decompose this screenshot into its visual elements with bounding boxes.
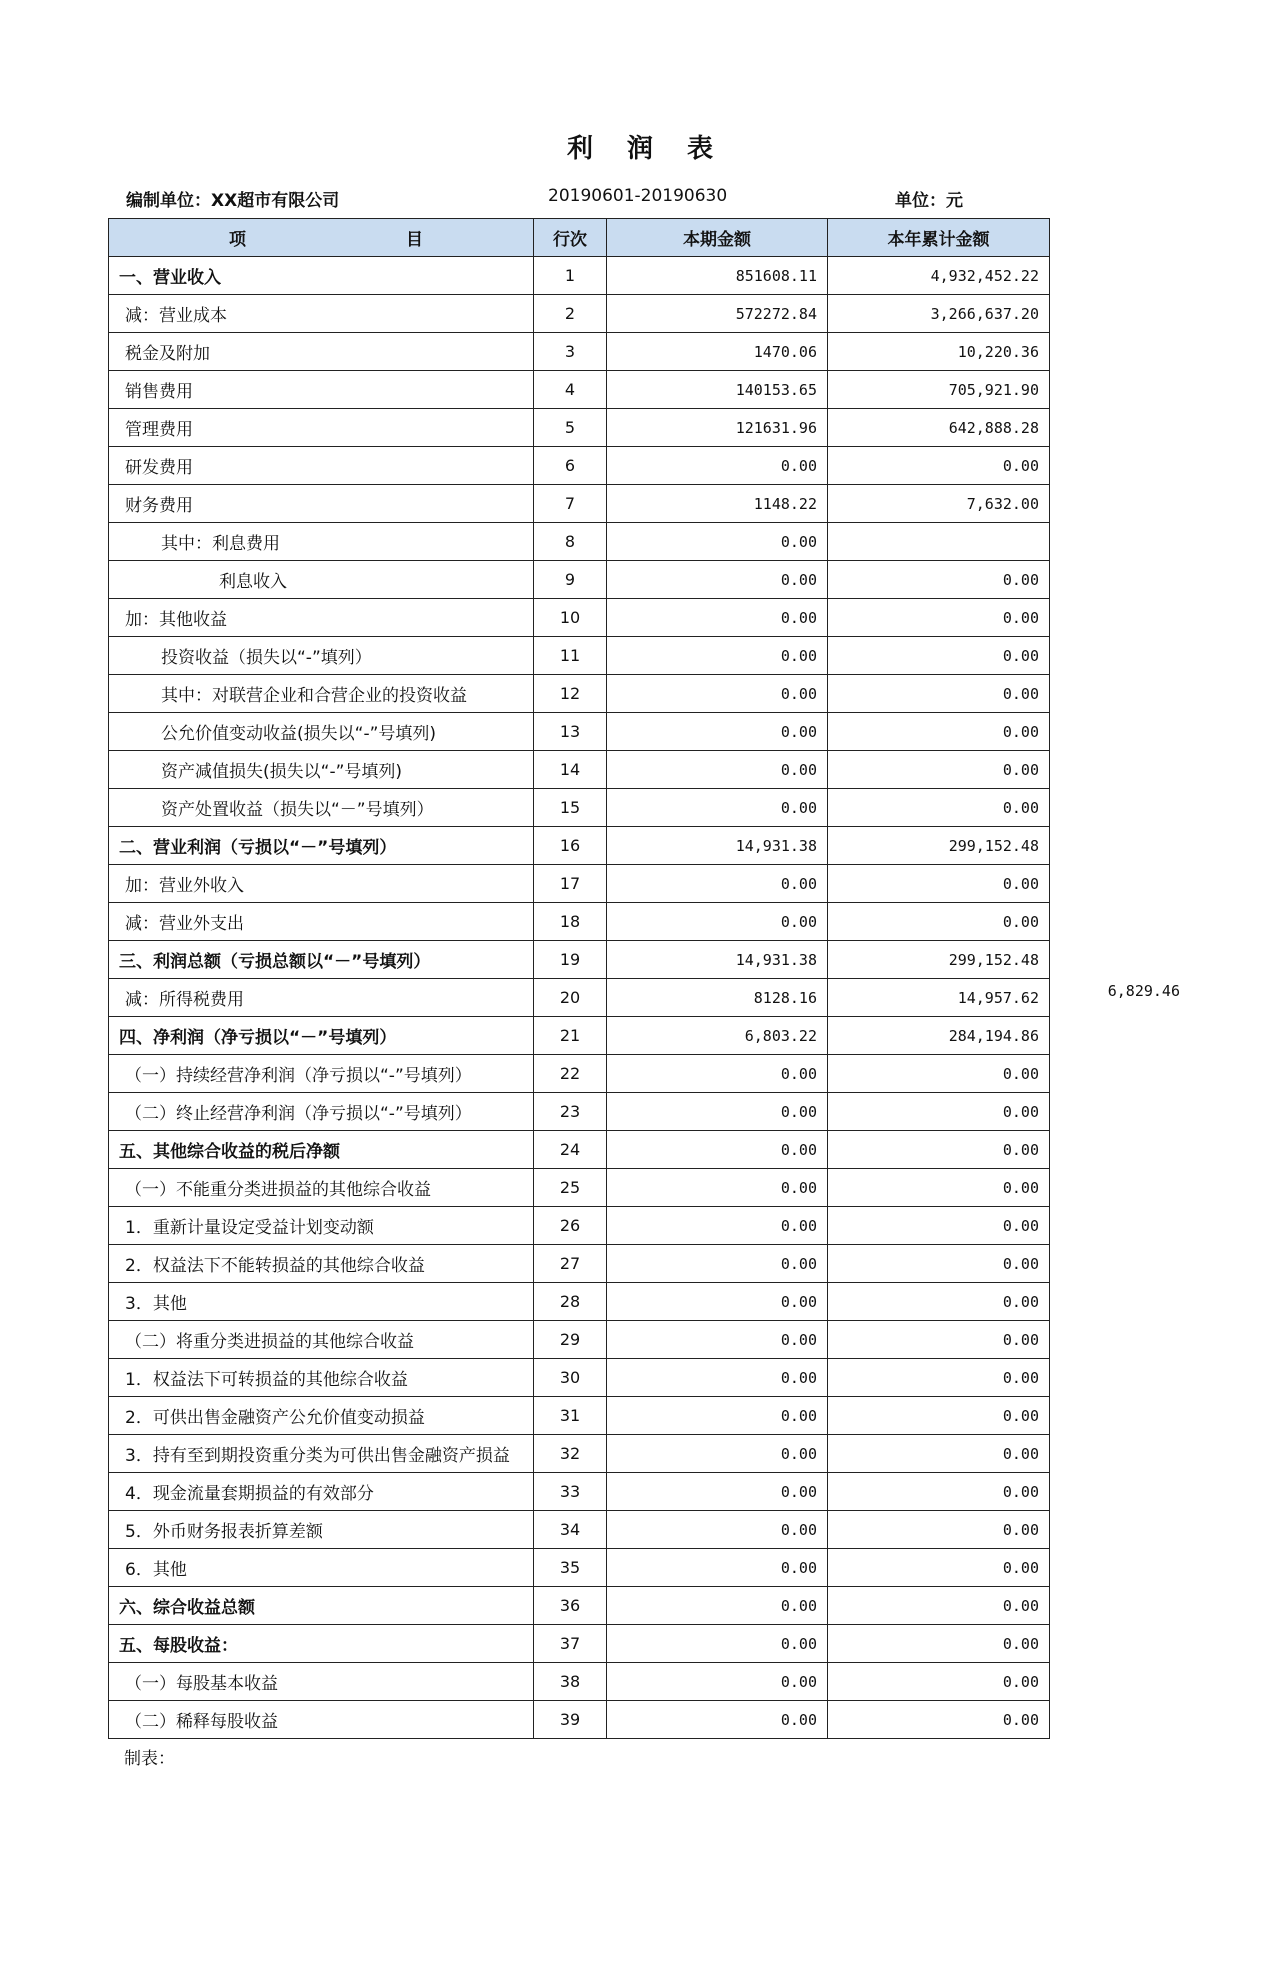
compiler-label: 编制单位：XX超市有限公司 <box>126 191 340 211</box>
row-item-label: 投资收益（损失以“-”填列） <box>109 637 534 675</box>
table-row <box>109 1359 1050 1397</box>
row-line-number: 17 <box>534 865 607 903</box>
row-line-number: 32 <box>534 1435 607 1473</box>
row-ytd-amount <box>828 523 1050 561</box>
row-ytd-amount: 0.00 <box>828 713 1050 751</box>
table-row <box>109 257 1050 295</box>
table-row <box>109 1587 1050 1625</box>
row-item-label: 利息收入 <box>109 561 534 599</box>
table-row <box>109 1207 1050 1245</box>
row-line-number: 25 <box>534 1169 607 1207</box>
row-line-number: 11 <box>534 637 607 675</box>
row-item-label: 二、营业利润（亏损以“－”号填列） <box>109 827 534 865</box>
row-item-label: 其中：对联营企业和合营企业的投资收益 <box>109 675 534 713</box>
row-line-number: 36 <box>534 1587 607 1625</box>
row-line-number: 15 <box>534 789 607 827</box>
row-line-number: 5 <box>534 409 607 447</box>
row-current-amount: 0.00 <box>607 1131 828 1169</box>
row-current-amount: 0.00 <box>607 561 828 599</box>
row-ytd-amount: 0.00 <box>828 1701 1050 1739</box>
table-row <box>109 561 1050 599</box>
row-current-amount: 121631.96 <box>607 409 828 447</box>
table-row <box>109 447 1050 485</box>
row-item-label: 销售费用 <box>109 371 534 409</box>
row-current-amount: 0.00 <box>607 1321 828 1359</box>
row-ytd-amount: 0.00 <box>828 1511 1050 1549</box>
table-header-row <box>109 219 1050 257</box>
table-row <box>109 1283 1050 1321</box>
row-current-amount: 0.00 <box>607 1511 828 1549</box>
period-label: 20190601-20190630 <box>548 186 728 206</box>
row-ytd-amount: 0.00 <box>828 637 1050 675</box>
row-item-label: 税金及附加 <box>109 333 534 371</box>
row-current-amount: 0.00 <box>607 1283 828 1321</box>
row-ytd-amount: 14,957.62 <box>828 979 1050 1017</box>
row-current-amount: 8128.16 <box>607 979 828 1017</box>
table-row <box>109 1055 1050 1093</box>
table-row <box>109 1093 1050 1131</box>
row-line-number: 10 <box>534 599 607 637</box>
row-current-amount: 572272.84 <box>607 295 828 333</box>
row-item-label: （二）终止经营净利润（净亏损以“-”号填列） <box>109 1093 534 1131</box>
row-current-amount: 0.00 <box>607 789 828 827</box>
header-item-right: 目 <box>406 230 423 250</box>
row-ytd-amount: 0.00 <box>828 1207 1050 1245</box>
row-line-number: 31 <box>534 1397 607 1435</box>
row-line-number: 12 <box>534 675 607 713</box>
table-row <box>109 485 1050 523</box>
row-item-label: 六、综合收益总额 <box>109 1587 534 1625</box>
row-ytd-amount: 642,888.28 <box>828 409 1050 447</box>
row-current-amount: 14,931.38 <box>607 941 828 979</box>
row-current-amount: 0.00 <box>607 713 828 751</box>
table-row <box>109 599 1050 637</box>
row-item-label: 一、营业收入 <box>109 257 534 295</box>
row-current-amount: 0.00 <box>607 447 828 485</box>
row-line-number: 24 <box>534 1131 607 1169</box>
row-ytd-amount: 0.00 <box>828 1359 1050 1397</box>
row-current-amount: 0.00 <box>607 1169 828 1207</box>
row-item-label: （二）稀释每股收益 <box>109 1701 534 1739</box>
table-row <box>109 941 1050 979</box>
row-line-number: 33 <box>534 1473 607 1511</box>
row-item-label: 3．其他 <box>109 1283 534 1321</box>
row-line-number: 27 <box>534 1245 607 1283</box>
row-current-amount: 0.00 <box>607 1701 828 1739</box>
table-row <box>109 1397 1050 1435</box>
row-20-outside-value: 6,829.46 <box>1107 982 1180 1000</box>
header-item <box>109 219 534 257</box>
table-row <box>109 295 1050 333</box>
row-current-amount: 0.00 <box>607 523 828 561</box>
row-item-label: 研发费用 <box>109 447 534 485</box>
row-ytd-amount: 0.00 <box>828 1283 1050 1321</box>
row-current-amount: 0.00 <box>607 1587 828 1625</box>
row-ytd-amount: 0.00 <box>828 1093 1050 1131</box>
row-line-number: 16 <box>534 827 607 865</box>
row-ytd-amount: 0.00 <box>828 903 1050 941</box>
table-row <box>109 1701 1050 1739</box>
unit-label: 单位：元 <box>895 191 963 211</box>
table-row <box>109 713 1050 751</box>
row-ytd-amount: 284,194.86 <box>828 1017 1050 1055</box>
row-current-amount: 0.00 <box>607 1245 828 1283</box>
row-line-number: 9 <box>534 561 607 599</box>
row-item-label: 2．权益法下不能转损益的其他综合收益 <box>109 1245 534 1283</box>
table-row <box>109 1017 1050 1055</box>
row-current-amount: 1470.06 <box>607 333 828 371</box>
row-item-label: 资产处置收益（损失以“－”号填列） <box>109 789 534 827</box>
table-row <box>109 333 1050 371</box>
row-ytd-amount: 705,921.90 <box>828 371 1050 409</box>
row-ytd-amount: 0.00 <box>828 1169 1050 1207</box>
table-row <box>109 865 1050 903</box>
row-line-number: 35 <box>534 1549 607 1587</box>
row-current-amount: 0.00 <box>607 903 828 941</box>
table-row <box>109 409 1050 447</box>
row-item-label: 5．外币财务报表折算差额 <box>109 1511 534 1549</box>
row-current-amount: 851608.11 <box>607 257 828 295</box>
row-ytd-amount: 0.00 <box>828 1473 1050 1511</box>
row-item-label: 加：营业外收入 <box>109 865 534 903</box>
row-line-number: 37 <box>534 1625 607 1663</box>
row-item-label: 1．重新计量设定受益计划变动额 <box>109 1207 534 1245</box>
row-current-amount: 0.00 <box>607 1359 828 1397</box>
row-ytd-amount: 10,220.36 <box>828 333 1050 371</box>
table-row <box>109 1131 1050 1169</box>
row-current-amount: 0.00 <box>607 637 828 675</box>
row-current-amount: 140153.65 <box>607 371 828 409</box>
table-row <box>109 827 1050 865</box>
row-ytd-amount: 0.00 <box>828 1131 1050 1169</box>
row-ytd-amount: 0.00 <box>828 1587 1050 1625</box>
row-line-number: 19 <box>534 941 607 979</box>
row-current-amount: 0.00 <box>607 1397 828 1435</box>
row-item-label: 减：所得税费用 <box>109 979 534 1017</box>
row-item-label: （一）每股基本收益 <box>109 1663 534 1701</box>
income-statement-table <box>108 218 1050 1739</box>
table-row <box>109 1625 1050 1663</box>
row-ytd-amount: 4,932,452.22 <box>828 257 1050 295</box>
row-line-number: 29 <box>534 1321 607 1359</box>
row-current-amount: 0.00 <box>607 1055 828 1093</box>
row-ytd-amount: 0.00 <box>828 1055 1050 1093</box>
row-ytd-amount: 0.00 <box>828 1321 1050 1359</box>
row-current-amount: 6,803.22 <box>607 1017 828 1055</box>
row-line-number: 1 <box>534 257 607 295</box>
row-ytd-amount: 0.00 <box>828 1397 1050 1435</box>
row-line-number: 34 <box>534 1511 607 1549</box>
row-ytd-amount: 0.00 <box>828 751 1050 789</box>
table-row <box>109 637 1050 675</box>
row-ytd-amount: 0.00 <box>828 1245 1050 1283</box>
row-line-number: 13 <box>534 713 607 751</box>
row-line-number: 30 <box>534 1359 607 1397</box>
header-ytd: 本年累计金额 <box>828 219 1050 257</box>
table-row <box>109 1245 1050 1283</box>
table-row <box>109 789 1050 827</box>
row-ytd-amount: 0.00 <box>828 865 1050 903</box>
row-current-amount: 0.00 <box>607 1549 828 1587</box>
row-line-number: 20 <box>534 979 607 1017</box>
table-row <box>109 1473 1050 1511</box>
row-current-amount: 0.00 <box>607 1093 828 1131</box>
row-ytd-amount: 3,266,637.20 <box>828 295 1050 333</box>
row-item-label: 加：其他收益 <box>109 599 534 637</box>
header-line: 行次 <box>534 219 607 257</box>
header-current: 本期金额 <box>607 219 828 257</box>
row-line-number: 2 <box>534 295 607 333</box>
row-item-label: 1．权益法下可转损益的其他综合收益 <box>109 1359 534 1397</box>
row-line-number: 28 <box>534 1283 607 1321</box>
row-current-amount: 0.00 <box>607 1663 828 1701</box>
table-row <box>109 751 1050 789</box>
row-ytd-amount: 0.00 <box>828 1549 1050 1587</box>
row-item-label: 4．现金流量套期损益的有效部分 <box>109 1473 534 1511</box>
row-ytd-amount: 7,632.00 <box>828 485 1050 523</box>
table-row <box>109 675 1050 713</box>
row-item-label: （二）将重分类进损益的其他综合收益 <box>109 1321 534 1359</box>
table-row <box>109 1663 1050 1701</box>
row-ytd-amount: 0.00 <box>828 789 1050 827</box>
row-current-amount: 0.00 <box>607 1435 828 1473</box>
row-current-amount: 0.00 <box>607 1207 828 1245</box>
row-item-label: 管理费用 <box>109 409 534 447</box>
row-current-amount: 0.00 <box>607 599 828 637</box>
row-line-number: 7 <box>534 485 607 523</box>
row-current-amount: 0.00 <box>607 865 828 903</box>
row-current-amount: 0.00 <box>607 675 828 713</box>
row-line-number: 6 <box>534 447 607 485</box>
row-line-number: 14 <box>534 751 607 789</box>
row-item-label: 五、其他综合收益的税后净额 <box>109 1131 534 1169</box>
row-line-number: 4 <box>534 371 607 409</box>
row-current-amount: 1148.22 <box>607 485 828 523</box>
row-line-number: 8 <box>534 523 607 561</box>
row-ytd-amount: 0.00 <box>828 1663 1050 1701</box>
table-row <box>109 1549 1050 1587</box>
row-line-number: 18 <box>534 903 607 941</box>
row-item-label: 3．持有至到期投资重分类为可供出售金融资产损益 <box>109 1435 534 1473</box>
row-line-number: 3 <box>534 333 607 371</box>
row-item-label: 其中：利息费用 <box>109 523 534 561</box>
table-row <box>109 1435 1050 1473</box>
row-line-number: 23 <box>534 1093 607 1131</box>
row-line-number: 38 <box>534 1663 607 1701</box>
row-line-number: 26 <box>534 1207 607 1245</box>
table-row <box>109 1321 1050 1359</box>
row-ytd-amount: 299,152.48 <box>828 941 1050 979</box>
row-line-number: 39 <box>534 1701 607 1739</box>
row-ytd-amount: 0.00 <box>828 447 1050 485</box>
row-item-label: 2．可供出售金融资产公允价值变动损益 <box>109 1397 534 1435</box>
row-line-number: 21 <box>534 1017 607 1055</box>
row-ytd-amount: 0.00 <box>828 1435 1050 1473</box>
row-item-label: 四、净利润（净亏损以“－”号填列） <box>109 1017 534 1055</box>
header-item-left: 项 <box>229 230 246 250</box>
table-row <box>109 979 1050 1017</box>
row-ytd-amount: 299,152.48 <box>828 827 1050 865</box>
row-item-label: 公允价值变动收益(损失以“-”号填列) <box>109 713 534 751</box>
row-item-label: 五、每股收益： <box>109 1625 534 1663</box>
row-current-amount: 14,931.38 <box>607 827 828 865</box>
row-ytd-amount: 0.00 <box>828 599 1050 637</box>
row-ytd-amount: 0.00 <box>828 675 1050 713</box>
row-item-label: 减：营业外支出 <box>109 903 534 941</box>
row-ytd-amount: 0.00 <box>828 1625 1050 1663</box>
table-row <box>109 1511 1050 1549</box>
row-item-label: 三、利润总额（亏损总额以“－”号填列） <box>109 941 534 979</box>
row-ytd-amount: 0.00 <box>828 561 1050 599</box>
prepared-by-label: 制表： <box>124 1749 175 1769</box>
table-row <box>109 903 1050 941</box>
row-item-label: 6．其他 <box>109 1549 534 1587</box>
row-current-amount: 0.00 <box>607 1473 828 1511</box>
row-line-number: 22 <box>534 1055 607 1093</box>
row-current-amount: 0.00 <box>607 751 828 789</box>
row-item-label: （一）不能重分类进损益的其他综合收益 <box>109 1169 534 1207</box>
table-row <box>109 371 1050 409</box>
table-row <box>109 1169 1050 1207</box>
row-current-amount: 0.00 <box>607 1625 828 1663</box>
table-row <box>109 523 1050 561</box>
row-item-label: （一）持续经营净利润（净亏损以“-”号填列） <box>109 1055 534 1093</box>
report-title: 利润表 <box>566 134 747 164</box>
row-item-label: 财务费用 <box>109 485 534 523</box>
row-item-label: 减：营业成本 <box>109 295 534 333</box>
row-item-label: 资产减值损失(损失以“-”号填列) <box>109 751 534 789</box>
